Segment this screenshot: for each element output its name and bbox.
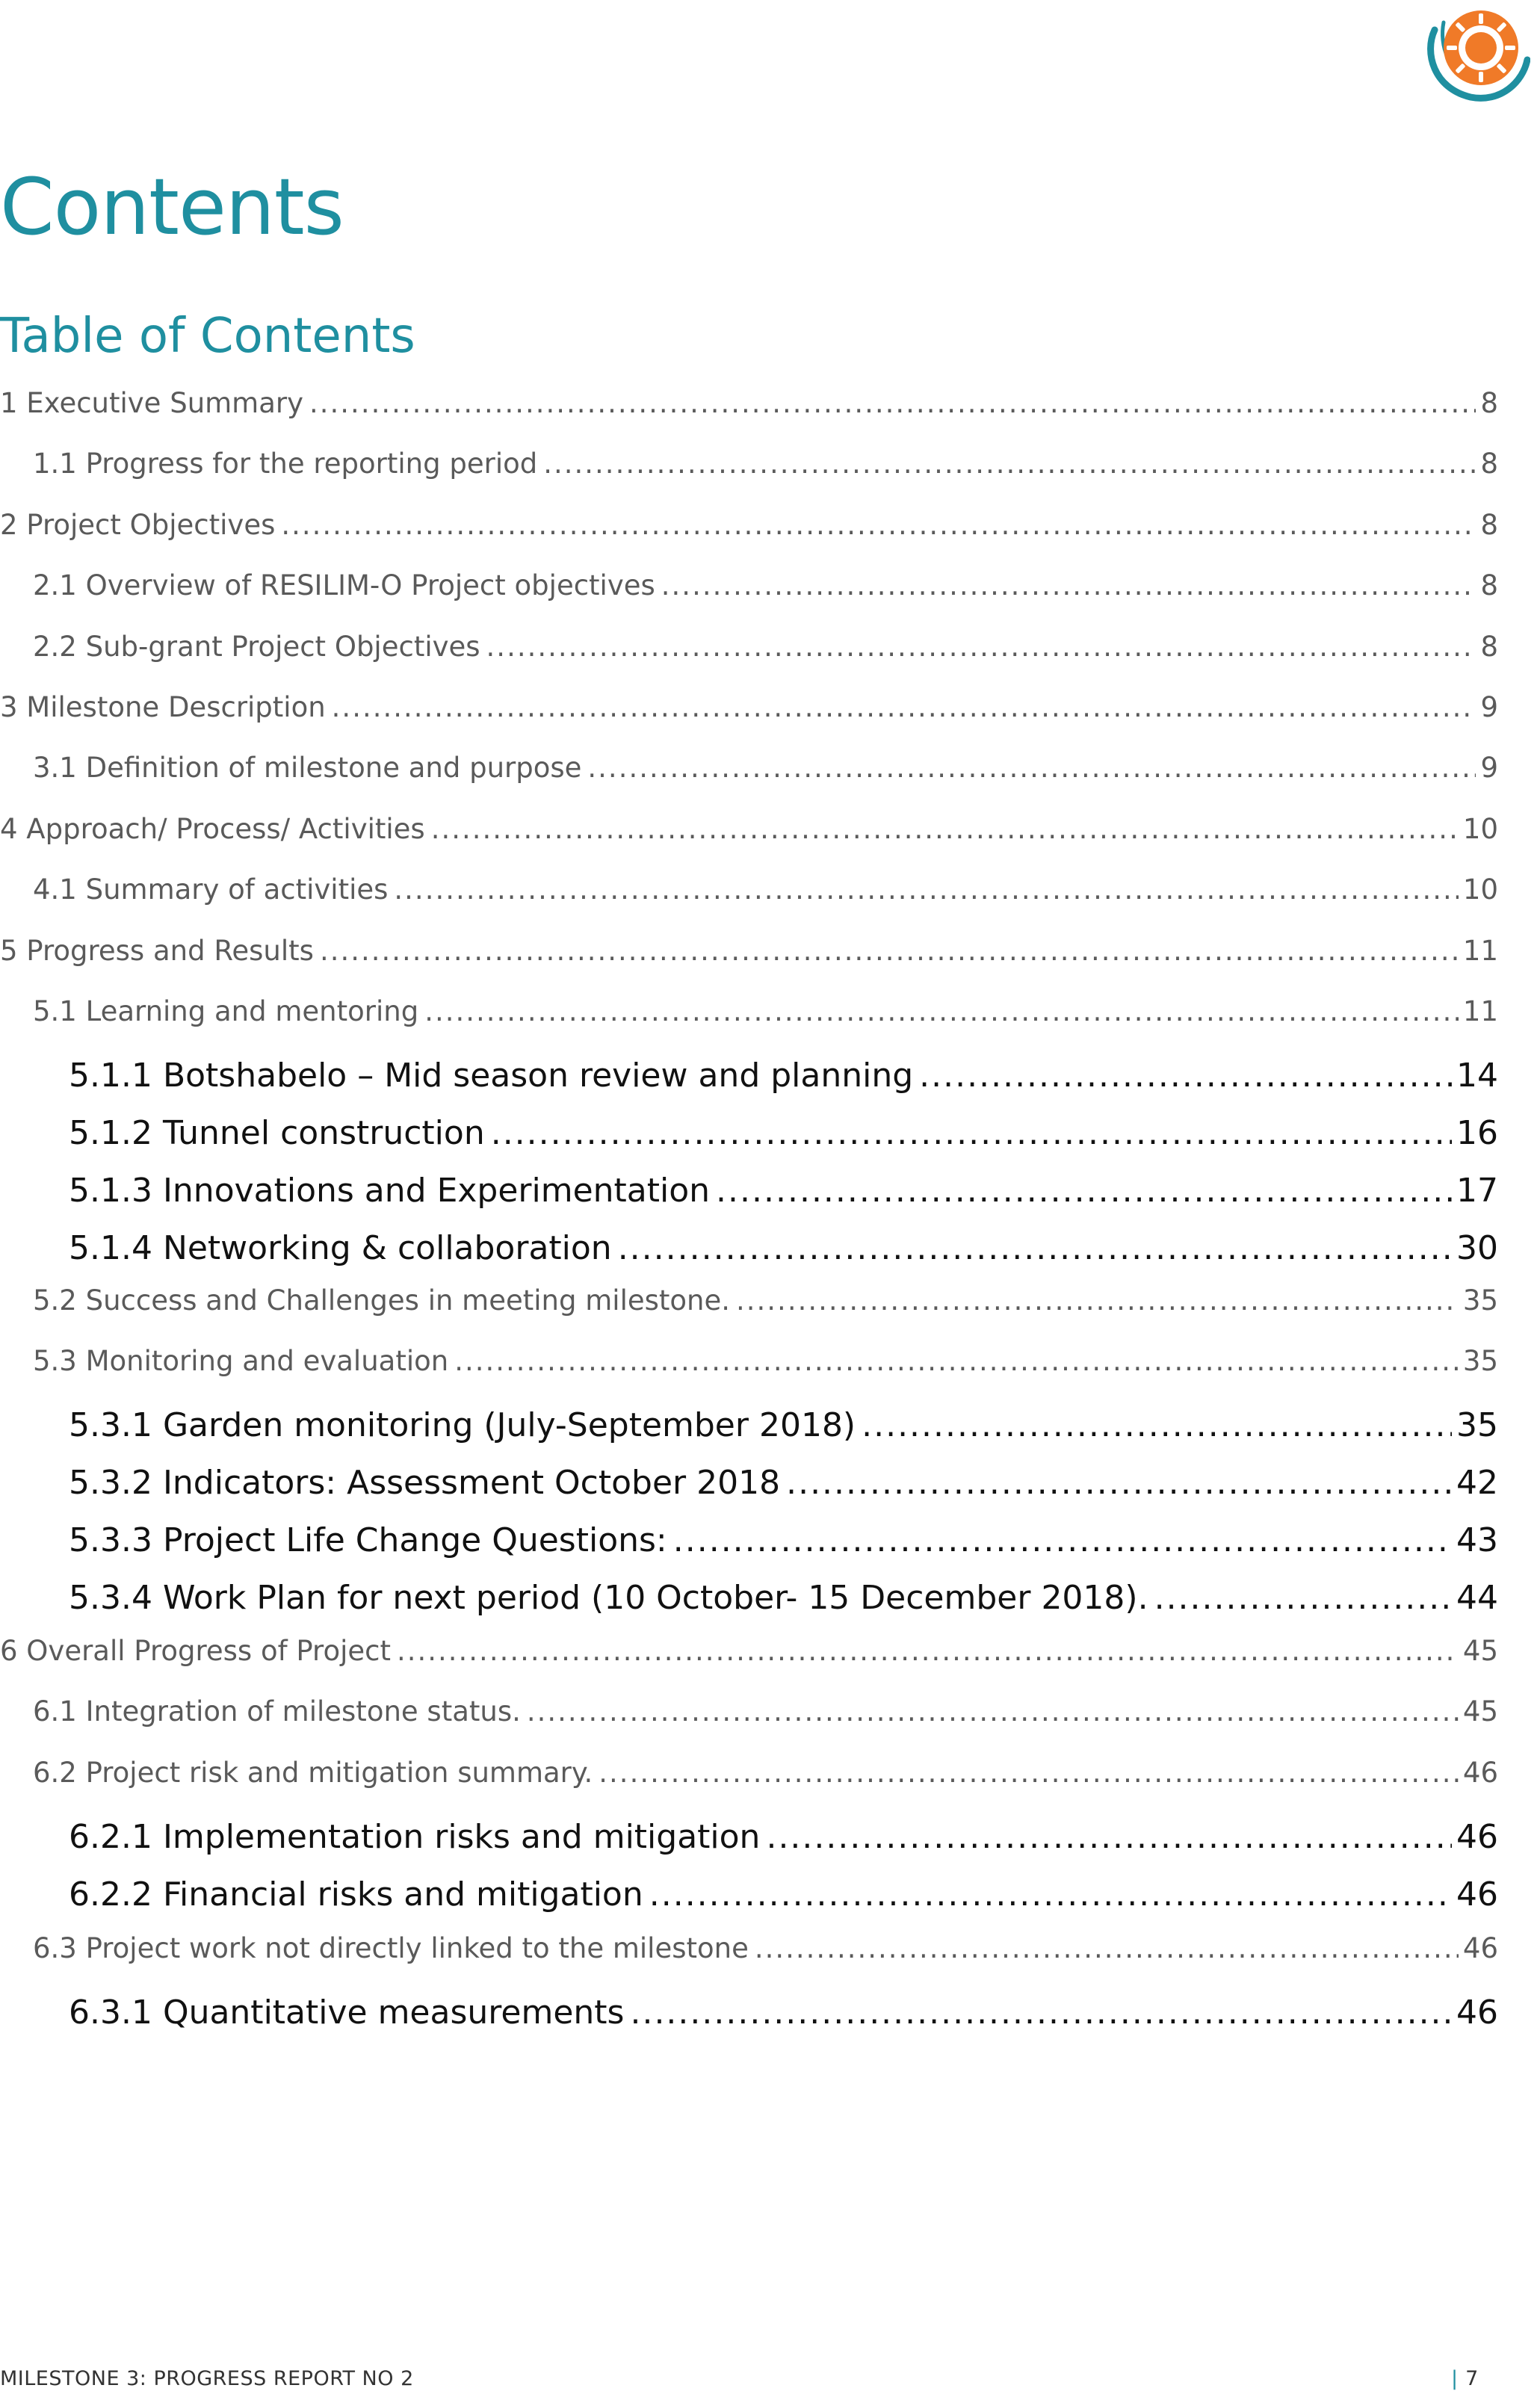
toc-entry[interactable] [0,1635,1498,1667]
toc-entry-title: 5.1.2 Tunnel construction [69,1114,485,1152]
toc-entry-title: 3.1 Definition of milestone and purpose [33,752,582,784]
toc-dot-leader [332,691,1476,723]
toc-entry-page: 17 [1456,1172,1498,1210]
toc-entry-page: 11 [1462,995,1498,1027]
toc-entry[interactable] [69,1464,1498,1502]
toc-heading: Table of Contents [0,309,415,364]
toc-entry-page: 11 [1462,935,1498,967]
toc-entry-title: 5.3 Monitoring and evaluation [33,1345,449,1377]
toc-entry-page: 46 [1456,1994,1498,2032]
footer-separator: | [1451,2367,1459,2390]
toc-entry[interactable] [69,1818,1498,1856]
toc-entry[interactable] [33,1932,1498,1964]
toc-entry-page: 8 [1480,631,1498,663]
toc-entry[interactable] [0,691,1498,723]
toc-entry[interactable] [69,1579,1498,1617]
toc-entry[interactable] [69,1172,1498,1210]
toc-dot-leader [281,509,1476,541]
toc-entry-title: 5.3.4 Work Plan for next period (10 October- 15 December 2018). [69,1579,1148,1617]
toc-entry-page: 45 [1462,1635,1498,1667]
toc-entry-page: 14 [1456,1057,1498,1095]
toc-dot-leader [786,1464,1452,1502]
toc-entry-page: 42 [1456,1464,1498,1502]
toc-entry-page: 8 [1480,569,1498,601]
toc-entry-page: 46 [1456,1875,1498,1914]
toc-entry[interactable] [69,1994,1498,2032]
toc-entry-title: 6.2.2 Financial risks and mitigation [69,1875,643,1914]
toc-dot-leader [919,1057,1452,1095]
toc-dot-leader [716,1172,1452,1210]
toc-entry-page: 8 [1480,448,1498,480]
toc-dot-leader [491,1114,1452,1152]
toc-entry-page: 46 [1456,1818,1498,1856]
footer-page-number: 7 [1465,2367,1479,2390]
toc-entry-page: 45 [1462,1695,1498,1728]
toc-entry[interactable] [69,1875,1498,1914]
toc-entry-title: 1.1 Progress for the reporting period [33,448,538,480]
toc-entry-page: 46 [1462,1932,1498,1964]
toc-entry[interactable] [69,1521,1498,1559]
toc-entry-title: 6.2.1 Implementation risks and mitigation [69,1818,761,1856]
toc-entry[interactable] [33,873,1498,906]
toc-dot-leader [454,1345,1459,1377]
toc-entry-title: 5.1 Learning and mentoring [33,995,419,1027]
toc-entry-page: 46 [1462,1757,1498,1789]
toc-entry-title: 6.1 Integration of milestone status. [33,1695,521,1728]
toc-dot-leader [543,448,1476,480]
toc-dot-leader [736,1284,1459,1317]
toc-entry-page: 44 [1456,1579,1498,1617]
toc-dot-leader [661,569,1476,601]
toc-entry-title: 6.3 Project work not directly linked to the milestone [33,1932,749,1964]
toc-entry-page: 30 [1456,1229,1498,1267]
toc-entry-title: 1 Executive Summary [0,387,304,419]
toc-entry[interactable] [33,1757,1498,1789]
toc-entry[interactable] [33,752,1498,784]
toc-entry-title: 5.3.3 Project Life Change Questions: [69,1521,667,1559]
toc-entry-title: 5.1.4 Networking & collaboration [69,1229,612,1267]
toc-dot-leader [862,1406,1452,1444]
toc-entry[interactable] [0,813,1498,845]
toc-entry[interactable] [69,1229,1498,1267]
toc-entry-title: 3 Milestone Description [0,691,326,723]
toc-entry-page: 8 [1480,387,1498,419]
toc-entry[interactable] [0,387,1498,419]
toc-entry[interactable] [33,995,1498,1027]
toc-entry-title: 5.3.1 Garden monitoring (July-September 2018) [69,1406,856,1444]
toc-entry-title: 6.3.1 Quantitative measurements [69,1994,625,2032]
toc-entry-page: 43 [1456,1521,1498,1559]
toc-entry-page: 10 [1462,813,1498,845]
toc-entry-page: 35 [1456,1406,1498,1444]
toc-entry-title: 2.1 Overview of RESILIM-O Project objectives [33,569,655,601]
toc-entry-title: 4.1 Summary of activities [33,873,389,906]
toc-entry[interactable] [33,631,1498,663]
toc-entry[interactable] [33,1695,1498,1728]
toc-entry[interactable] [69,1114,1498,1152]
toc-dot-leader [673,1521,1452,1559]
toc-entry[interactable] [0,935,1498,967]
toc-entry-title: 4 Approach/ Process/ Activities [0,813,425,845]
toc-dot-leader [394,873,1459,906]
toc-dot-leader [320,935,1459,967]
toc-entry-title: 2.2 Sub-grant Project Objectives [33,631,480,663]
toc-entry-page: 9 [1480,752,1498,784]
toc-entry-page: 8 [1480,509,1498,541]
toc-dot-leader [431,813,1459,845]
footer-document-title: MILESTONE 3: PROGRESS REPORT NO 2 [0,2367,414,2390]
toc-entry-title: 5.3.2 Indicators: Assessment October 2018 [69,1464,781,1502]
toc-dot-leader [649,1875,1452,1914]
toc-entry-title: 6 Overall Progress of Project [0,1635,391,1667]
toc-entry[interactable] [33,1284,1498,1317]
toc-dot-leader [309,387,1476,419]
toc-dot-leader [424,995,1459,1027]
toc-entry[interactable] [0,509,1498,541]
toc-entry[interactable] [33,569,1498,601]
toc-dot-leader [766,1818,1452,1856]
toc-dot-leader [587,752,1476,784]
toc-entry[interactable] [33,448,1498,480]
toc-dot-leader [599,1757,1459,1789]
toc-entry[interactable] [69,1406,1498,1444]
toc-entry-title: 5.1.3 Innovations and Experimentation [69,1172,711,1210]
toc-dot-leader [755,1932,1459,1964]
toc-dot-leader [618,1229,1452,1267]
toc-entry[interactable] [69,1057,1498,1095]
toc-entry-page: 35 [1462,1284,1498,1317]
toc-entry[interactable] [33,1345,1498,1377]
toc-dot-leader [486,631,1476,663]
toc-dot-leader [527,1695,1459,1728]
toc-dot-leader [397,1635,1459,1667]
toc-entry-title: 5.2 Success and Challenges in meeting milestone. [33,1284,731,1317]
toc-entry-title: 5.1.1 Botshabelo – Mid season review and planning [69,1057,914,1095]
toc-dot-leader [1154,1579,1452,1617]
toc-entry-page: 35 [1462,1345,1498,1377]
toc-entry-page: 10 [1462,873,1498,906]
toc-entry-title: 2 Project Objectives [0,509,276,541]
toc-entry-title: 6.2 Project risk and mitigation summary. [33,1757,593,1789]
toc-entry-title: 5 Progress and Results [0,935,314,967]
toc-entry-page: 9 [1480,691,1498,723]
page-title: Contents [0,161,344,253]
toc-entry-page: 16 [1456,1114,1498,1152]
toc-dot-leader [630,1994,1452,2032]
footer-page-number-block [1451,2367,1478,2390]
